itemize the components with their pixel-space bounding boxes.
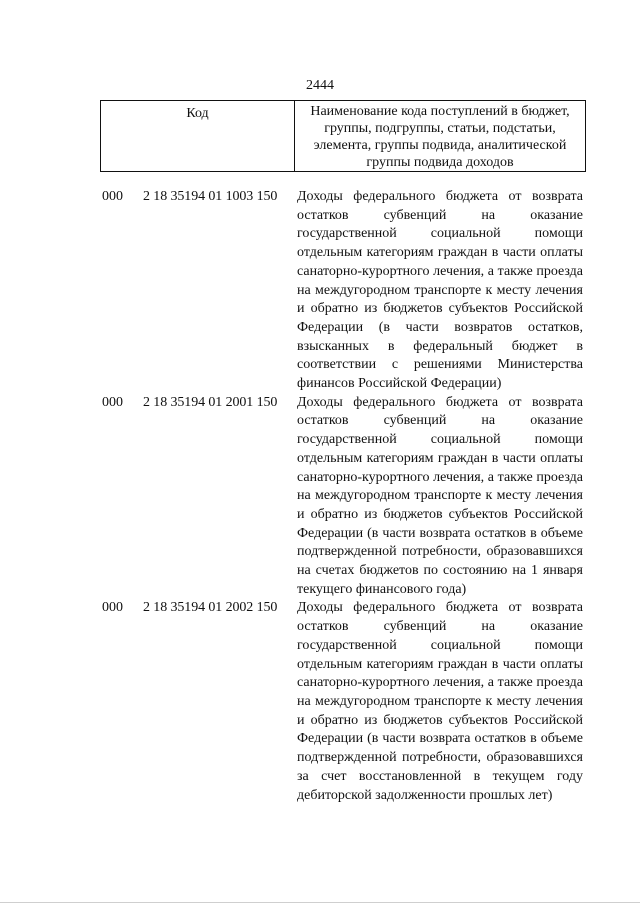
row-description: Доходы федерального бюджета от возврата остатков субвенций на оказание государственной социальной помощи отдельным категориям граждан в части оплаты санаторно-курортного лечения, а также проезда на междугородном транспорте к месту лечения и обратно из бюджетов субъектов Российской Федерации (в части возвратов остатков, взысканных в федеральный бюджет в соответствии с решениями Министерства финансов Российской Федерации) xyxy=(297,189,583,392)
table-row xyxy=(100,599,586,805)
income-codes-list xyxy=(100,188,586,805)
row-prefix: 000 xyxy=(102,189,123,204)
header-code: Код xyxy=(101,101,295,172)
row-prefix: 000 xyxy=(102,600,123,616)
table-row xyxy=(100,394,586,600)
page-edge-line xyxy=(0,902,640,903)
row-description: Доходы федерального бюджета от возврата остатков субвенций на оказание государственной социальной помощи отдельным категориям граждан в части оплаты санаторно-курортного лечения, а также проезда на междугородном транспорте к месту лечения и обратно из бюджетов субъектов Российской Федерации (в части возврата остатков в объеме подтвержденной потребности, образовавшихся за счет восстановленной в текущем году дебиторской задолженности прошлых лет) xyxy=(297,600,583,803)
row-code: 2 18 35194 01 1003 150 xyxy=(143,189,278,204)
row-prefix: 000 xyxy=(102,394,123,410)
row-code: 2 18 35194 01 2001 150 xyxy=(143,394,278,410)
table-row xyxy=(100,188,586,394)
row-description: Доходы федерального бюджета от возврата остатков субвенций на оказание государственной социальной помощи отдельным категориям граждан в части оплаты санаторно-курортного лечения, а также проезда на междугородном транспорте к месту лечения и обратно из бюджетов субъектов Российской Федерации (в части возврата остатков в объеме подтвержденной потребности, образовавшихся на счетах бюджетов по состоянию на 1 января текущего финансового года) xyxy=(297,394,583,597)
page-number: 2444 xyxy=(306,78,334,93)
row-code: 2 18 35194 01 2002 150 xyxy=(143,600,278,616)
header-name: Наименование кода поступлений в бюджет, группы, подгруппы, статьи, подстатьи, элемента, группы подвида, аналитической группы подвида доходов xyxy=(295,101,586,172)
column-header-table xyxy=(100,100,586,172)
